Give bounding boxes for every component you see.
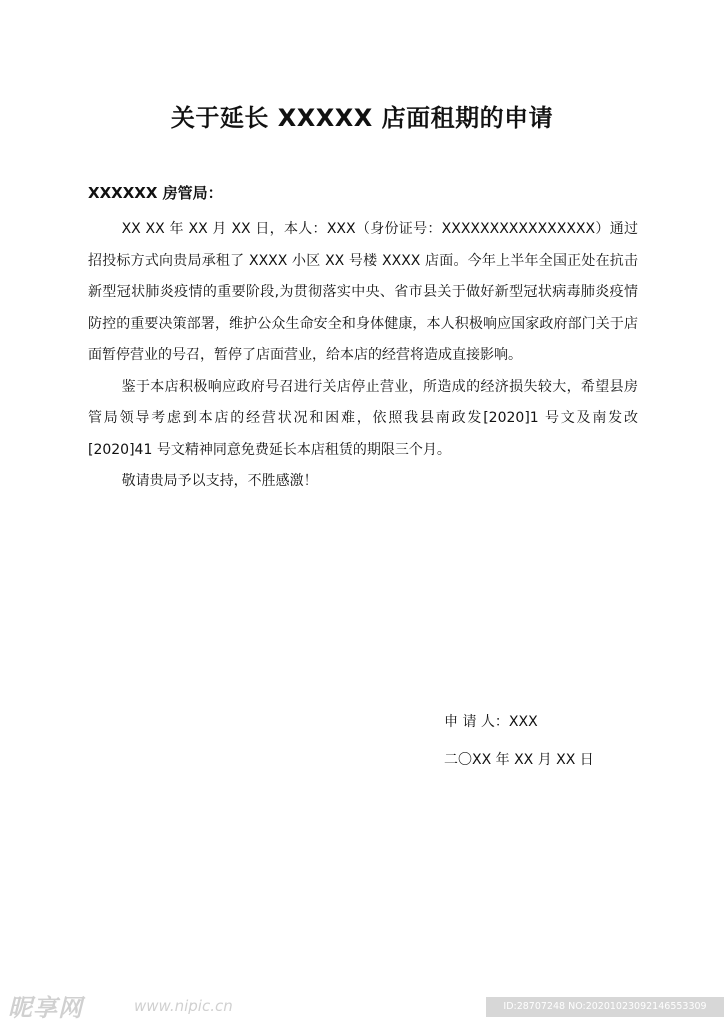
signature-date: 二〇XX 年 XX 月 XX 日 [444,752,594,768]
paragraph-1: XX XX 年 XX 月 XX 日，本人：XXX（身份证号：XXXXXXXXXXXXXXXX）通过招投标方式向贵局承租了 XXXX 小区 XX 号楼 XXXX 店面。今年上半年全国正处在抗击新型冠状肺炎疫情的重要阶段,为贯彻落实中央、省市县关于做好新型冠状病毒肺炎疫情防控的重要决策部署，维护公众生命安全和身体健康，本人积极响应国家政府部门关于店面暂停营业的号召，暂停了店面营业，给本店的经营将造成直接影响。 [88,221,638,363]
applicant-signature: 申 请 人：XXX [444,714,538,730]
paragraph-3: 敬请贵局予以支持，不胜感激！ [121,473,318,489]
salutation: XXXXXX 房管局： [88,184,223,202]
page-title: 关于延长 XXXXX 店面租期的申请 [170,104,554,132]
watermark-id: ID:28707248 NO:20201023092146553309 [486,997,724,1017]
letter-body [88,214,638,498]
paragraph-2: 鉴于本店积极响应政府号召进行关店停止营业，所造成的经济损失较大，希望县房管局领导考虑到本店的经营状况和困难，依照我县南政发[2020]1 号文及南发改[2020]41 号文精神同意免费延长本店租赁的期限三个月。 [88,378,638,458]
watermark-site: www.nipic.cn [134,997,233,1015]
watermark-logo: 昵享网 [8,994,83,1022]
